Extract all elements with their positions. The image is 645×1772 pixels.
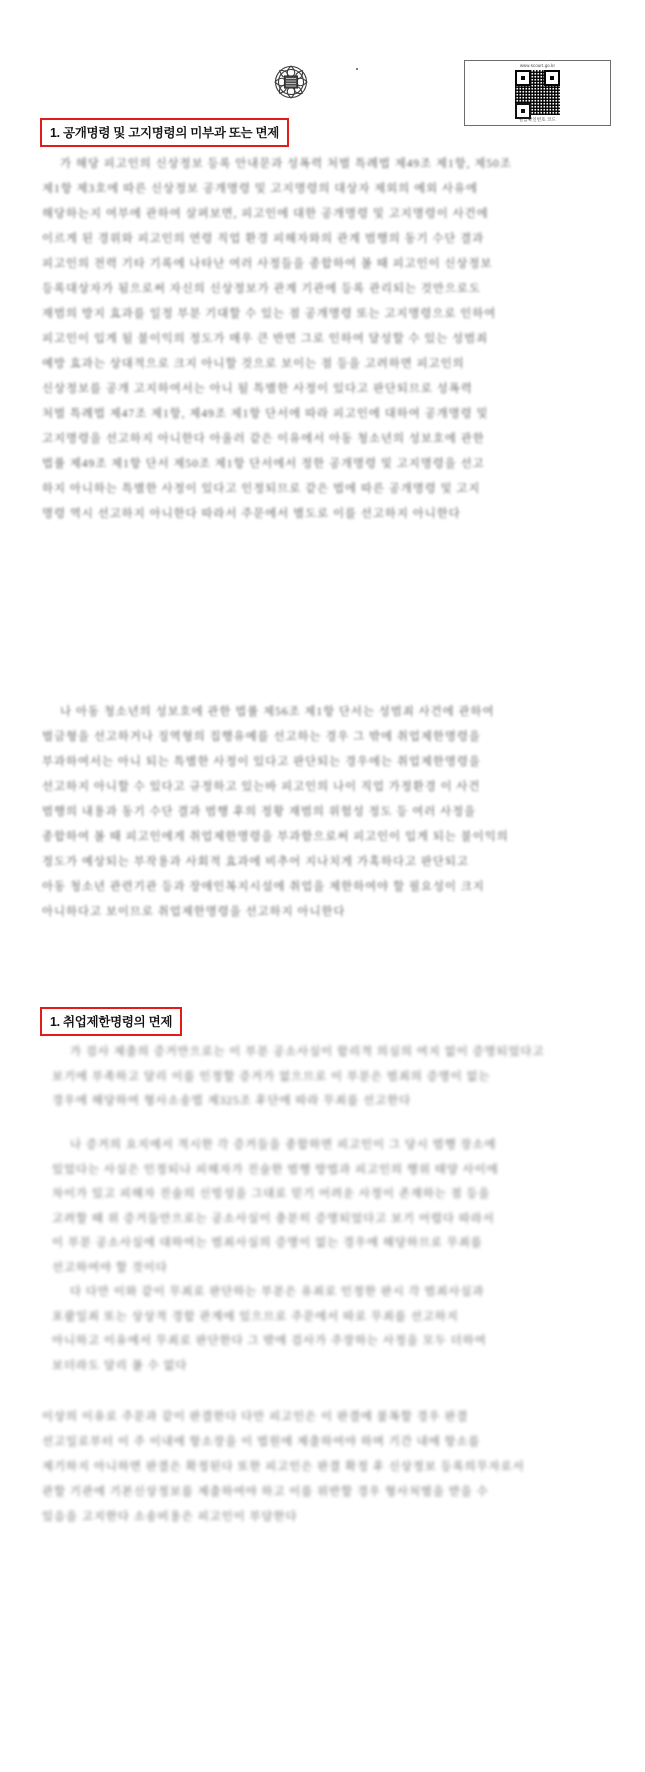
body-line: 법률 제49조 제1항 단서 제50조 제1항 단서에서 정한 공개명령 및 고지명령을 선고 [42, 458, 485, 470]
body-line: 가 검사 제출의 증거만으로는 이 부분 공소사실이 합리적 의심의 여지 없이 증명되었다고 [70, 1046, 545, 1058]
body-line: 있었다는 사실은 인정되나 피해자가 진술한 범행 방법과 피고인의 행위 태양 사이에 [52, 1163, 499, 1176]
court-emblem-icon [265, 56, 317, 108]
body-line: 아니하다고 보이므로 취업제한명령을 선고하지 아니한다 [42, 906, 346, 918]
paragraph-acquittal-a [52, 1040, 607, 1114]
body-line: 있음을 고지한다 소송비용은 피고인이 부담한다 [42, 1511, 298, 1523]
body-line: 고려할 때 위 증거들만으로는 공소사실이 충분히 증명되었다고 보기 어렵다 따라서 [52, 1212, 495, 1225]
body-line: 선고하여야 할 것이다 [52, 1261, 168, 1274]
section-heading-disclosure-order: 1. 공개명령 및 고지명령의 미부과 또는 면제 [40, 118, 289, 147]
body-line: 이르게 된 경위와 피고인의 연령 직업 환경 피해자와의 관계 범행의 동기 수단 결과 [42, 233, 485, 245]
body-line: 명령 역시 선고하지 아니한다 따라서 주문에서 별도로 이를 선고하지 아니한다 [42, 508, 461, 520]
body-line: 다 다만 이와 같이 무죄로 판단하는 부분은 유죄로 인정한 판시 각 범죄사실과 [70, 1286, 485, 1298]
stamp-url-text: www.scourt.go.kr [519, 63, 556, 68]
page-dot-mark [356, 68, 358, 70]
body-line: 아동 청소년 관련기관 등과 장애인복지시설에 취업을 제한하여야 할 필요성이 크지 [42, 881, 485, 893]
body-line: 벌금형을 선고하거나 징역형의 집행유예를 선고하는 경우 그 밖에 취업제한명령을 [42, 731, 481, 743]
body-line: 예방 효과는 상대적으로 크지 아니할 것으로 보이는 점 등을 고려하면 피고인의 [42, 358, 465, 370]
paragraph-employment-restriction-reason [42, 700, 607, 925]
paragraph-disclosure-order [42, 152, 607, 527]
body-line: 이상의 이유로 주문과 같이 판결한다 다만 피고인은 이 판결에 불복할 경우 판결 [42, 1411, 469, 1423]
body-line: 선고일로부터 이 주 이내에 항소장을 이 법원에 제출하여야 하며 기간 내에 항소를 [42, 1436, 481, 1448]
body-line: 종합하여 볼 때 피고인에게 취업제한명령을 부과함으로써 피고인이 입게 되는 불이익의 [42, 831, 509, 843]
body-line: 재범의 방지 효과를 일정 부분 기대할 수 있는 점 공개명령 또는 고지명령으로 인하여 [42, 308, 497, 320]
verification-stamp [464, 60, 611, 126]
body-line: 고지명령을 선고하지 아니한다 아울러 같은 이유에서 아동 청소년의 성보호에 관한 [42, 433, 485, 445]
body-line: 관할 기관에 기본신상정보를 제출하여야 하고 이를 위반할 경우 형사처벌을 받을 수 [42, 1486, 489, 1498]
body-line: 보기에 부족하고 달리 이를 인정할 증거가 없으므로 이 부분은 범죄의 증명이 없는 [52, 1070, 491, 1083]
body-line: 정도가 예상되는 부작용과 사회적 효과에 비추어 지나치게 가혹하다고 판단되고 [42, 856, 469, 868]
paragraph-acquittal-b [52, 1133, 607, 1280]
body-line: 하지 아니하는 특별한 사정이 있다고 인정되므로 같은 법에 따른 공개명령 및 고지 [42, 483, 481, 495]
body-line: 가 해당 피고인의 신상정보 등록 안내문과 성폭력 처벌 특례법 제49조 제1항, 제50조 [60, 158, 512, 170]
body-line: 등록대상자가 됨으로써 자신의 신상정보가 관계 기관에 등록 관리되는 것만으로도 [42, 283, 481, 295]
section-heading-employment-restriction: 1. 취업제한명령의 면제 [40, 1007, 182, 1036]
document-header [0, 26, 645, 122]
body-line: 피고인이 입게 될 불이익의 정도가 매우 큰 반면 그로 인하여 달성할 수 있는 성범죄 [42, 333, 489, 345]
body-line: 차이가 있고 피해자 진술의 신빙성을 그대로 믿기 어려운 사정이 존재하는 점 등을 [52, 1188, 491, 1200]
body-line: 선고하지 아니할 수 있다고 규정하고 있는바 피고인의 나이 직업 가정환경 이 사건 [42, 781, 481, 793]
body-line: 처벌 특례법 제47조 제1항, 제49조 제1항 단서에 따라 피고인에 대하여 공개명령 및 [42, 408, 489, 420]
body-line: 제기하지 아니하면 판결은 확정된다 또한 피고인은 판결 확정 후 신상정보 등록의무자로서 [42, 1461, 525, 1473]
paragraph-acquittal-c [52, 1280, 607, 1378]
body-line: 보더라도 달리 볼 수 없다 [52, 1359, 188, 1372]
paragraph-conclusion [42, 1405, 607, 1530]
body-line: 나 증거의 요지에서 적시한 각 증거들을 종합하면 피고인이 그 당시 범행 장소에 [70, 1139, 497, 1151]
body-line: 신상정보를 공개 고지하여서는 아니 될 특별한 사정이 있다고 판단되므로 성폭력 [42, 383, 473, 395]
body-line: 경우에 해당하여 형사소송법 제325조 후단에 따라 무죄를 선고한다 [52, 1095, 412, 1107]
body-line: 제1항 제3호에 따른 신상정보 공개명령 및 고지명령의 대상자 제외의 예외 사유에 [42, 183, 478, 195]
body-line: 피고인의 전력 기타 기록에 나타난 여러 사정들을 종합하여 볼 때 피고인이 신상정보 [42, 258, 493, 270]
body-line: 나 아동 청소년의 성보호에 관한 법률 제56조 제1항 단서는 성범죄 사건에 관하여 [60, 706, 495, 718]
body-line: 이 부분 공소사실에 대하여는 범죄사실의 증명이 없는 경우에 해당하므로 무죄를 [52, 1237, 483, 1249]
body-line: 해당하는지 여부에 관하여 살펴보면, 피고인에 대한 공개명령 및 고지명령이 사건에 [42, 208, 489, 220]
body-line: 부과하여서는 아니 되는 특별한 사정이 있다고 판단되는 경우에는 취업제한명령을 [42, 756, 481, 768]
body-line: 아니하고 이유에서 무죄로 판단한다 그 밖에 검사가 주장하는 사정을 모두 더하여 [52, 1335, 487, 1347]
body-line: 범행의 내용과 동기 수단 결과 범행 후의 정황 재범의 위험성 정도 등 여러 사정을 [42, 806, 477, 818]
stamp-caption-text: 발급확인번호 코드 [519, 117, 556, 122]
body-line: 포괄일죄 또는 상상적 경합 관계에 있으므로 주문에서 따로 무죄를 선고하지 [52, 1310, 459, 1323]
